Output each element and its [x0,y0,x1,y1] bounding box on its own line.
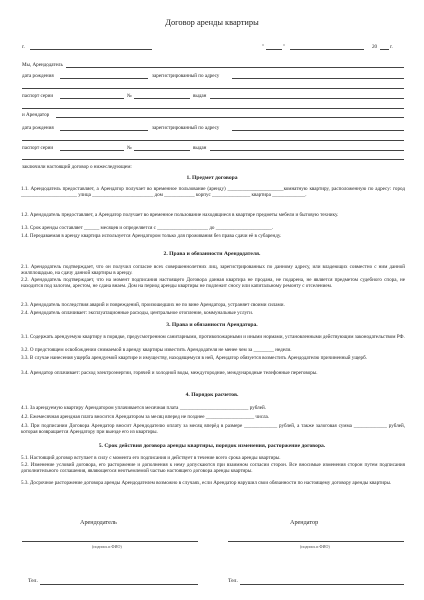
city-line [30,49,152,50]
tenant-issued-label: выдан [193,145,207,151]
landlord-phone-line [40,584,198,585]
tenant-phone-line [240,584,404,585]
landlord-number-label: № [127,93,132,99]
clause-1-2: 1.2. Арендодатель предоставляет, а Арендатор получает во временное пользование находящиеся в квартире предметы мебели и бытовую технику. [21,212,339,218]
clause-3-1: 3.1. Содержать арендуемую квартиру в порядке, предусмотренном санитарными, противопожарными и иными нормами, установленными действующим законодательством РФ. [21,334,405,340]
clause-3-4: 3.4. Арендатор оплачивает: расход электроэнергии, горячей и холодной воды, междугородние, международные телефонные переговоры. [21,370,318,376]
concluded-text: заключили настоящий договор о нижеследующем: [22,164,132,170]
section-3-title: 3. Права и обязанности Арендатора. [166,322,258,328]
landlord-issued-line-2 [22,108,404,109]
landlord-label: Мы, Арендодатель [22,62,63,68]
section-1-title: 1. Предмет договора [186,175,238,181]
clause-3-2: 3.2. О предстоящем освобождении снимаемой в аренду квартиры известить Арендодателя не менее чем за ________ недели. [21,347,292,353]
tenant-passport-label: паспорт серии [22,145,54,151]
landlord-registered-label: зарегистрированный по адресу [152,73,220,79]
landlord-birth-line [60,78,148,79]
signature-tenant-caption: (подпись и ФИО) [300,544,330,549]
year-prefix: 20 [372,44,378,50]
landlord-phone-label: Тел. [28,578,38,584]
clause-1-1: 1.1. Арендодатель предоставляет, а Арендатор получает во временное пользование (аренду) ______________________комнатную квартиру, расположенную по адресу: город ______________________ улица ________________________ дом ____________ корпус _______________ квартира _____________. [21,186,405,199]
year-suffix: г. [390,44,393,50]
tenant-label: и Арендатор [22,112,50,118]
tenant-birth-line [60,130,148,131]
tenant-registered-label: зарегистрированный по адресу [152,125,220,131]
landlord-address-line-2 [22,88,404,89]
tenant-issued-line [210,150,404,151]
landlord-passport-number-line [134,98,190,99]
clause-5-2: 5.2. Изменение условий договора, его расторжение и дополнения к нему допускаются при взаимном согласии сторон. Все вносимые изменения сторон путем подписания дополнительного соглашения, являющегося неотъемлемой частью настоящего договора аренды квартиры. [21,462,405,475]
landlord-passport-label: паспорт серии [22,93,54,99]
clause-1-4: 1.4. Передаваемая в аренду квартира используется Арендатором только для проживания без права сдачи её в субаренду. [21,233,282,239]
tenant-number-label: № [127,145,132,151]
clause-2-1: 2.1. Арендодатель подтверждает, что он получил согласие всех совершеннолетних лиц, зарегистрированных по данному адресу, или владеющих совместно с ним данной жилплощадью, на сдачу данной квартиры в аренду. [21,264,405,277]
clause-1-3: 1.3. Срок аренды составляет ______ месяцев и определяется с ____________________ до ______________________. [21,225,274,231]
clause-2-3: 2.3. Арендодатель последствия аварий и повреждений, произошедших не по вине Арендатора, устраняет своими силами. [21,302,285,308]
clause-4-1: 4.1. За арендуемую квартиру Арендатором уплачивается месячная плата ___________________________ рублей. [21,405,266,411]
date-quote-close: " [283,44,286,50]
tenant-issued-line-2 [22,159,404,160]
city-label: г. [22,44,25,50]
section-2-title: 2. Права и обязанности Арендодателя. [163,251,261,257]
section-5-title: 5. Срок действия договора аренды квартиры, порядок изменения, расторжение договора. [98,443,326,449]
clause-4-2: 4.2. Ежемесячная арендная плата вносится Арендатором за месяц вперед не позднее ___________________ числа. [21,414,270,420]
tenant-address-line [232,130,404,131]
landlord-issued-label: выдан [193,93,207,99]
tenant-name-line [56,117,404,118]
signature-landlord-label: Арендодатель [80,519,117,526]
signature-landlord-caption: (подпись и ФИО) [92,544,122,549]
day-line [266,49,282,50]
tenant-phone-label: Тел. [228,578,238,584]
signature-tenant-line [228,541,404,542]
landlord-passport-series-line [60,98,124,99]
clause-5-3: 5.3. Досрочное расторжение договора аренды Арендодателем возможно в случаях, если Арендатор нарушил свои обязанности по настоящему договору аренды квартиры. [21,480,392,486]
document-title: Договор аренды квартиры [165,18,259,27]
signature-landlord-line [22,541,198,542]
landlord-birth-label: дата рождения [22,73,54,79]
landlord-issued-line [210,98,404,99]
month-line [290,49,364,50]
signature-tenant-label: Арендатор [290,519,319,526]
tenant-passport-series-line [60,150,124,151]
clause-5-1: 5.1. Настоящий договор вступает в силу с момента его подписания и действует в течение всего срока аренды квартиры. [21,455,281,461]
date-quote-open: " [262,44,265,50]
tenant-birth-label: дата рождения [22,125,54,131]
landlord-address-line [232,78,404,79]
landlord-name-line [66,67,404,68]
tenant-address-line-2 [22,140,404,141]
clause-2-4: 2.4. Арендодатель оплачивает: эксплуатационные расходы, центральное отопление, коммунальные услуги. [21,310,254,316]
clause-4-3: 4.3. При подписании Договора Арендатор вносит Арендодателю оплату за месяц вперёд в размере _____________ рублей, а также залоговая сумма _____________ рублей, которая возвращается Арендатору при выезде его из квартиры. [21,423,405,436]
clause-2-2: 2.2. Арендодатель подтверждает, что на момент подписания настоящего Договора данная квартира не продана, не подарена, не является предметом судебного спора, не находится под залогом, арестом, не сдана внаем. Дом на период аренды квартиры не подлежит сносу или капитальному ремонту с отселением. [21,277,405,290]
tenant-passport-number-line [134,150,190,151]
clause-3-3: 3.3. В случае нанесения ущерба арендуемой квартире и имуществу, находящемуся в ней, Арендатор обязуется возместить Арендодателю причиненный ущерб. [21,355,367,361]
year-line [380,49,389,50]
section-4-title: 4. Порядок расчетов. [185,392,239,398]
